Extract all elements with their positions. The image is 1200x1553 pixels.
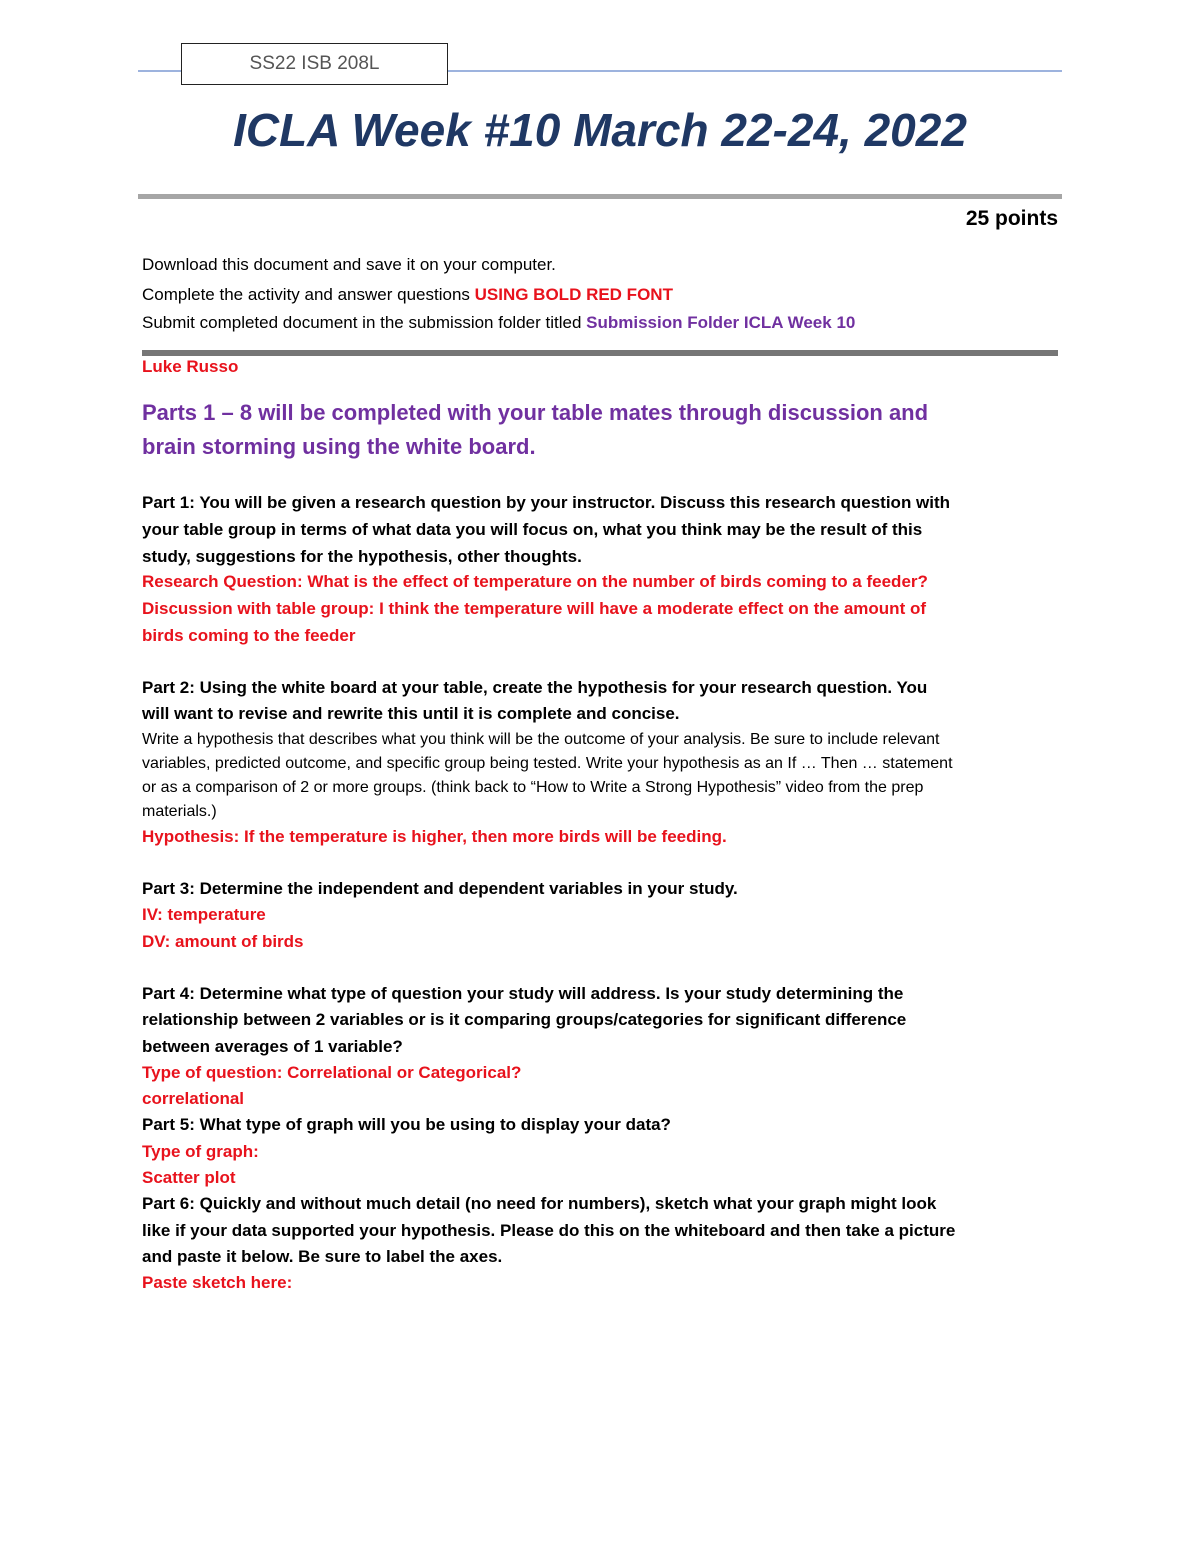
parts-header-line-1: Parts 1 – 8 will be completed with your table mates through discussion and: [142, 400, 929, 425]
course-code: SS22 ISB 208L: [249, 53, 380, 74]
instruction-complete-text: Complete the activity and answer questions: [142, 285, 475, 304]
part4-question-line-1: Part 4: Determine what type of question your study will address. Is your study determining the: [142, 984, 904, 1003]
part1-answer-discussion-line-2: birds coming to the feeder: [142, 626, 356, 645]
part2-answer-hypothesis: Hypothesis: If the temperature is higher, then more birds will be feeding.: [142, 827, 727, 846]
part1-question-line-2: your table group in terms of what data you will focus on, what you think may be the result of this: [142, 520, 923, 539]
page-title: ICLA Week #10 March 22-24, 2022: [233, 104, 967, 156]
part2-guidance-line-2: variables, predicted outcome, and specific group being tested. Write your hypothesis as an If … Then … statement: [142, 755, 953, 772]
part2-guidance-line-3: or as a comparison of 2 or more groups. (think back to “How to Write a Strong Hypothesis” video from the prep: [142, 779, 924, 796]
part1-answer-research-question: Research Question: What is the effect of temperature on the number of birds coming to a feeder?: [142, 572, 928, 591]
part4-question-line-3: between averages of 1 variable?: [142, 1037, 403, 1056]
instruction-bold-red: USING BOLD RED FONT: [474, 285, 673, 304]
part6-question-line-2: like if your data supported your hypothesis. Please do this on the whiteboard and then take a picture: [142, 1221, 956, 1240]
points-label: 25 points: [965, 207, 1058, 230]
part2-question-line-1: Part 2: Using the white board at your table, create the hypothesis for your research question. You: [142, 678, 928, 697]
part3-answer-dv: DV: amount of birds: [142, 932, 304, 951]
part4-answer-prompt: Type of question: Correlational or Categorical?: [142, 1063, 522, 1082]
parts-header-line-2: brain storming using the white board.: [142, 434, 536, 459]
student-name: Luke Russo: [142, 357, 239, 376]
part4-question-line-2: relationship between 2 variables or is it comparing groups/categories for significant difference: [142, 1010, 907, 1029]
part1-question-line-1: Part 1: You will be given a research question by your instructor. Discuss this research question with: [142, 493, 951, 512]
section-divider: [142, 350, 1058, 356]
part5-question: Part 5: What type of graph will you be using to display your data?: [142, 1115, 671, 1134]
instruction-submit: [142, 312, 855, 334]
title-divider: [138, 194, 1062, 199]
instruction-submit-text: Submit completed document in the submission folder titled: [142, 313, 587, 332]
part4-answer-value: correlational: [142, 1089, 245, 1108]
part6-answer-prompt: Paste sketch here:: [142, 1273, 293, 1292]
part3-answer-iv: IV: temperature: [142, 905, 266, 924]
part1-question-line-3: study, suggestions for the hypothesis, other thoughts.: [142, 547, 582, 566]
part2-guidance-line-1: Write a hypothesis that describes what you think will be the outcome of your analysis. Be sure to include relevant: [142, 731, 940, 748]
part1-answer-discussion-line-1: Discussion with table group: I think the temperature will have a moderate effect on the amount of: [142, 599, 927, 618]
instruction-complete: [142, 284, 673, 306]
instruction-download: Download this document and save it on your computer.: [142, 255, 556, 274]
part3-question: Part 3: Determine the independent and dependent variables in your study.: [142, 879, 738, 898]
part5-answer-value: Scatter plot: [142, 1168, 236, 1187]
part2-question-line-2: will want to revise and rewrite this until it is complete and concise.: [142, 704, 680, 723]
part6-question-line-1: Part 6: Quickly and without much detail (no need for numbers), sketch what your graph might look: [142, 1194, 937, 1213]
course-code-box: [181, 43, 448, 85]
part6-question-line-3: and paste it below. Be sure to label the axes.: [142, 1247, 503, 1266]
part2-guidance-line-4: materials.): [142, 803, 217, 820]
part5-answer-prompt: Type of graph:: [142, 1142, 259, 1161]
submission-folder-name: Submission Folder ICLA Week 10: [586, 313, 856, 332]
